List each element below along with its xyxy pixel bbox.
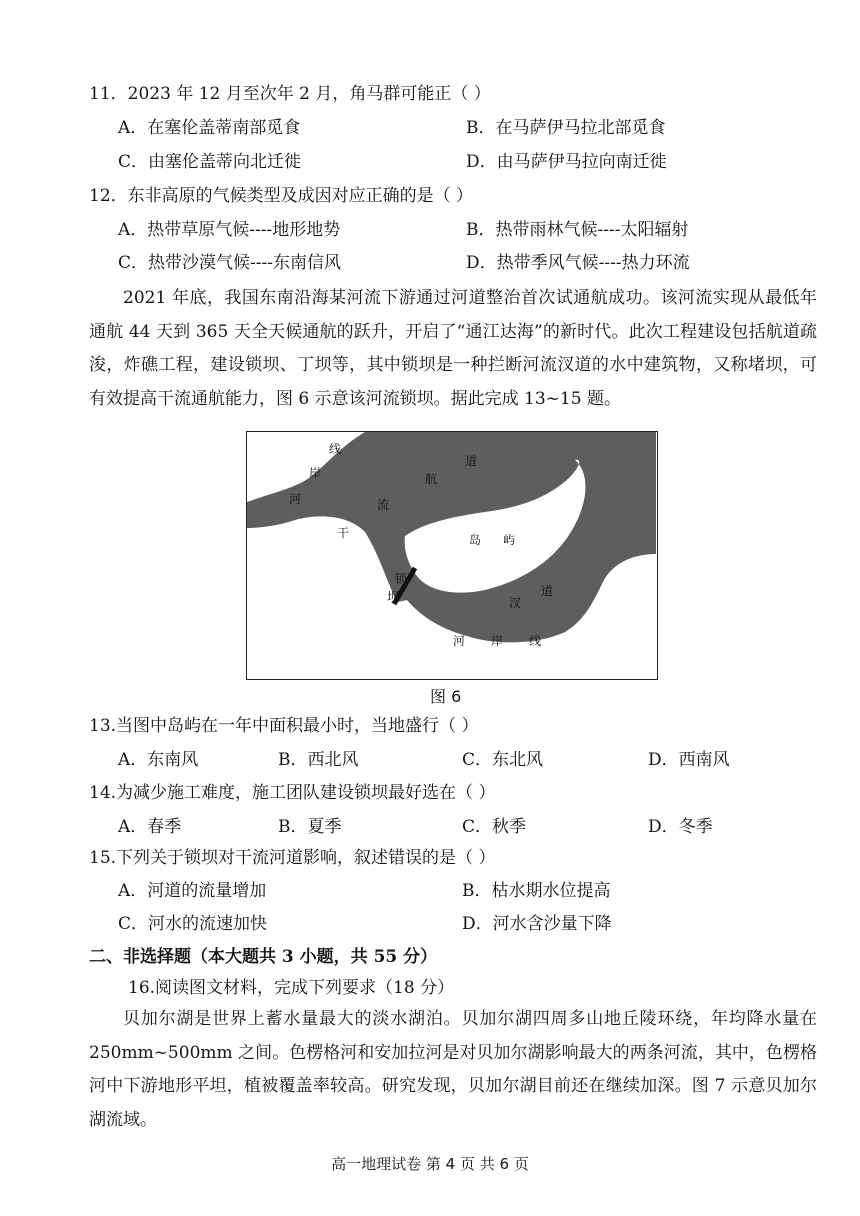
q12-option-b: B．热带雨林气候----太阳辐射	[466, 220, 689, 240]
label-gan: 干	[337, 526, 350, 540]
figure-6-dam-diagram	[246, 431, 658, 680]
q13-option-b: B．西北风	[278, 750, 359, 770]
label-cha: 汊	[509, 596, 522, 610]
label-hang: 航	[425, 472, 438, 486]
section-2-heading: 二、非选择题（本大题共 3 小题，共 55 分）	[89, 947, 438, 967]
label-yu: 屿	[503, 533, 516, 547]
q14-option-a: A．春季	[118, 817, 182, 837]
label-dao-branch: 道	[541, 584, 554, 598]
q13-option-d: D．西南风	[648, 750, 730, 770]
label-suo: 锁	[395, 572, 408, 586]
label-xian-bottom: 线	[529, 634, 542, 648]
q11-option-d: D．由马萨伊马拉向南迁徙	[466, 152, 667, 172]
label-ba: 坝	[387, 590, 400, 604]
q14-option-c: C．秋季	[462, 817, 527, 837]
q12-option-d: D．热带季风气候----热力环流	[466, 253, 690, 273]
label-an-bottom: 岸	[491, 634, 504, 648]
label-dao-top: 道	[465, 454, 478, 468]
label-he-top: 河	[289, 492, 302, 506]
q14-stem: 14.为减少施工难度，施工团队建设锁坝最好选在（ ）	[89, 783, 496, 803]
q15-option-d: D．河水含沙量下降	[462, 914, 612, 934]
q12-option-a: A．热带草原气候----地形地势	[118, 220, 341, 240]
label-he-bottom: 河	[453, 634, 466, 648]
q13-option-a: A．东南风	[118, 750, 199, 770]
q11-stem: 11．2023 年 12 月至次年 2 月，角马群可能正（ ）	[89, 84, 491, 104]
q11-option-b: B．在马萨伊马拉北部觅食	[466, 118, 666, 138]
q14-option-b: B．夏季	[278, 817, 342, 837]
q15-option-a: A．河道的流量增加	[118, 881, 267, 901]
q11-option-c: C．由塞伦盖蒂向北迁徙	[118, 152, 302, 172]
q15-option-c: C．河水的流速加快	[118, 914, 268, 934]
q16-passage: 贝加尔湖是世界上蓄水量最大的淡水湖泊。贝加尔湖四周多山地丘陵环绕，年均降水量在 250mm~500mm 之间。色楞格河和安加拉河是对贝加尔湖影响最大的两条河流，其中，色楞格河中下游地形平坦，植被覆盖率较高。研究发现，贝加尔湖目前还在继续加深。图 7 示意贝加尔湖流域。	[89, 1009, 817, 1130]
label-xian-top: 线	[329, 442, 342, 456]
page-footer: 高一地理试卷 第 4 页 共 6 页	[331, 1155, 529, 1173]
q15-stem: 15.下列关于锁坝对干流河道影响，叙述错误的是（ ）	[89, 848, 496, 868]
label-dao-island: 岛	[469, 533, 482, 547]
q13-option-c: C．东北风	[462, 750, 544, 770]
q12-option-c: C．热带沙漠气候----东南信风	[118, 253, 341, 273]
label-an-top: 岸	[309, 466, 322, 480]
passage-13-15: 2021 年底，我国东南沿海某河流下游通过河道整治首次试通航成功。该河流实现从最低年通航 44 天到 365 天全天候通航的跃升，开启了“通江达海”的新时代。此次工程建设包括航道疏浚，炸礁工程，建设锁坝、丁坝等，其中锁坝是一种拦断河流汊道的水中建筑物，又称堵坝，可有效提高干流通航能力，图 6 示意该河流锁坝。据此完成 13~15 题。	[89, 288, 817, 409]
figure-6-caption: 图 6	[430, 687, 462, 706]
q13-stem: 13.当图中岛屿在一年中面积最小时，当地盛行（ ）	[89, 716, 479, 736]
q11-option-a: A．在塞伦盖蒂南部觅食	[118, 118, 301, 138]
label-liu: 流	[377, 498, 390, 512]
q14-option-d: D．冬季	[648, 817, 713, 837]
q15-option-b: B．枯水期水位提高	[462, 881, 611, 901]
q16-stem: 16.阅读图文材料，完成下列要求（18 分）	[128, 978, 455, 998]
q12-stem: 12．东非高原的气候类型及成因对应正确的是（ ）	[89, 186, 474, 206]
